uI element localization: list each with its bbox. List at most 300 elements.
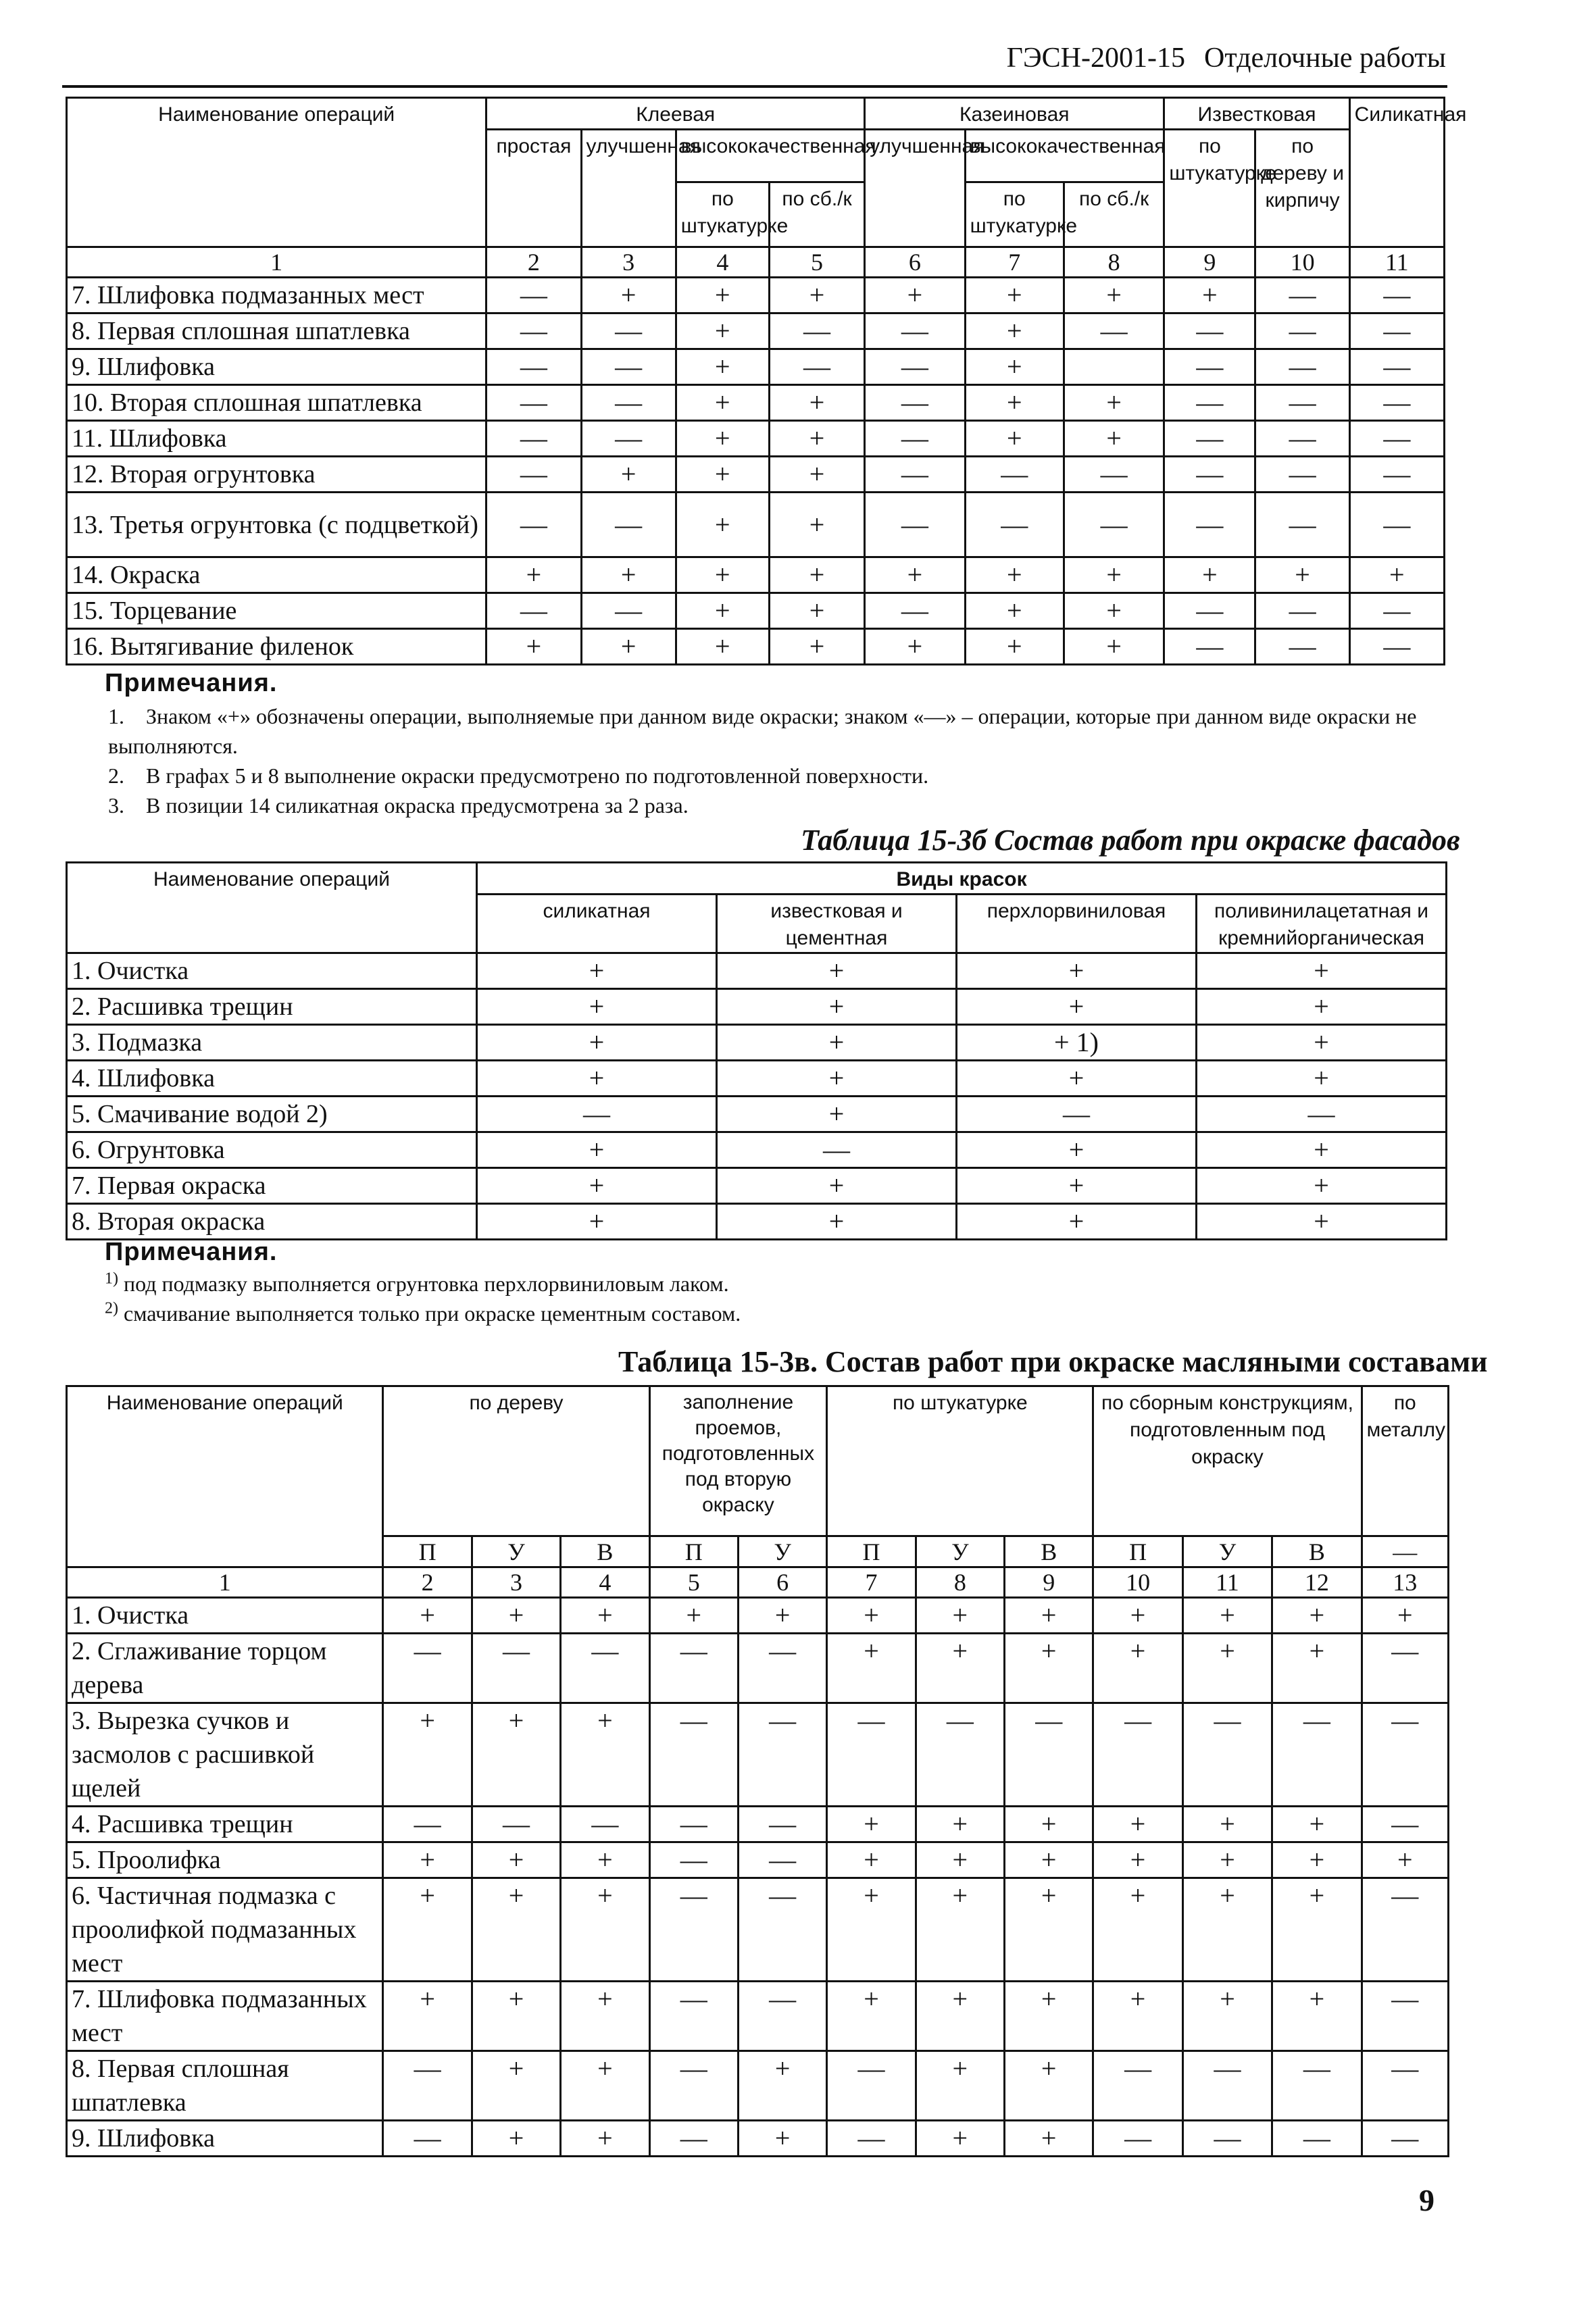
sub-vysokokach-kaz: высококачественная — [965, 130, 1164, 182]
mark-cell: + — [717, 1061, 957, 1097]
mark-cell: — — [1349, 493, 1444, 557]
mark-cell: — — [581, 593, 676, 629]
mark-cell: — — [865, 593, 965, 629]
table-row — [67, 1168, 1447, 1204]
mark-cell: + — [1064, 557, 1164, 593]
mark-cell: — — [738, 1807, 826, 1842]
col-izvestkovaya-cementnaya: известковая и цементная — [717, 895, 957, 953]
note-number: 3. — [108, 793, 124, 818]
mark-cell: + — [827, 1878, 916, 1982]
mark-cell: — — [1064, 493, 1164, 557]
mark-cell: — — [1362, 2121, 1448, 2157]
mark-cell: — — [1164, 457, 1255, 493]
mark-cell: + — [477, 1061, 717, 1097]
col-number: 9 — [1164, 247, 1255, 278]
mark-cell: + — [965, 593, 1064, 629]
table-row — [67, 1132, 1447, 1168]
group-kazeinovaya: Казеиновая — [865, 98, 1164, 130]
mark-cell: — — [1182, 2051, 1272, 2121]
operation-name: 3. Подмазка — [67, 1025, 477, 1061]
col-letter: В — [561, 1536, 649, 1567]
mark-cell: + — [1093, 1807, 1182, 1842]
mark-cell: + — [472, 1598, 560, 1634]
mark-cell: + — [1197, 953, 1447, 989]
mark-cell: — — [827, 2051, 916, 2121]
mark-cell: — — [827, 1703, 916, 1807]
mark-cell: — — [487, 421, 581, 457]
mark-cell: + — [581, 629, 676, 665]
document-section-title: Отделочные работы — [1203, 43, 1446, 74]
note-text: В позиции 14 силикатная окраска предусмотрена за 2 раза. — [146, 793, 689, 818]
operation-name: 2. Сглаживание торцом дерева — [67, 1634, 383, 1703]
mark-cell: + — [769, 385, 864, 421]
mark-cell: + — [581, 557, 676, 593]
mark-cell: — — [383, 1807, 472, 1842]
mark-cell: + — [916, 1878, 1004, 1982]
mark-cell: + — [769, 557, 864, 593]
sub-uluchshennaya: улучшенная — [581, 130, 676, 247]
mark-cell: + — [717, 989, 957, 1025]
mark-cell: + — [472, 1703, 560, 1807]
mark-cell: + — [1064, 593, 1164, 629]
mark-cell: + — [965, 421, 1064, 457]
mark-cell: + — [477, 1168, 717, 1204]
mark-cell: + — [1272, 1842, 1362, 1878]
mark-cell: + — [1005, 2051, 1093, 2121]
col-number: 6 — [865, 247, 965, 278]
operation-name: 6. Частичная подмазка с проолифкой подмазанных мест — [67, 1878, 383, 1982]
mark-cell: + — [738, 1598, 826, 1634]
mark-cell: — — [487, 313, 581, 349]
mark-cell: + — [581, 457, 676, 493]
mark-cell: + — [561, 1982, 649, 2051]
mark-cell: — — [1005, 1703, 1093, 1807]
mark-cell: + — [769, 593, 864, 629]
mark-cell: + — [676, 349, 769, 385]
mark-cell: — — [487, 278, 581, 313]
mark-cell: + — [1005, 1807, 1093, 1842]
col-letter: П — [1093, 1536, 1182, 1567]
mark-cell: — — [649, 1878, 738, 1982]
mark-cell: — — [1362, 1878, 1448, 1982]
sub-po-sbk: по сб./к — [769, 182, 864, 247]
note-number: 2. — [108, 763, 124, 788]
group-silikatnaya: Силикатная — [1349, 98, 1444, 247]
mark-cell: — — [827, 2121, 916, 2157]
mark-cell: + — [472, 1878, 560, 1982]
operation-name: 9. Шлифовка — [67, 349, 487, 385]
mark-cell — [1064, 349, 1164, 385]
col-number: 3 — [472, 1567, 560, 1598]
operation-name: 2. Расшивка трещин — [67, 989, 477, 1025]
mark-cell: — — [561, 1634, 649, 1703]
note-number: 2) — [105, 1299, 118, 1317]
document-code: ГЭСН-2001-15 — [1006, 43, 1185, 74]
mark-cell: + — [1272, 1598, 1362, 1634]
table-row — [67, 349, 1445, 385]
mark-cell: + — [738, 2121, 826, 2157]
mark-cell: + — [676, 457, 769, 493]
sub-po-shtukaturke: по штукатурке — [676, 182, 769, 247]
mark-cell: — — [649, 1842, 738, 1878]
mark-cell: + — [769, 629, 864, 665]
operation-name: 4. Расшивка трещин — [67, 1807, 383, 1842]
mark-cell: + — [561, 1842, 649, 1878]
mark-cell: + — [676, 493, 769, 557]
mark-cell: + — [1182, 1878, 1272, 1982]
mark-cell: + — [769, 493, 864, 557]
table-15-3v-caption: Таблица 15-3в. Состав работ при окраске масляными составами — [618, 1345, 1488, 1378]
mark-cell: + — [1272, 1878, 1362, 1982]
mark-cell: — — [1164, 421, 1255, 457]
mark-cell: + — [472, 1982, 560, 2051]
header-rule — [62, 85, 1447, 88]
mark-cell: + — [676, 421, 769, 457]
mark-cell: + — [561, 2051, 649, 2121]
mark-cell: — — [769, 313, 864, 349]
table-row — [67, 1634, 1449, 1703]
mark-cell: + — [1362, 1598, 1448, 1634]
mark-cell: — — [738, 1878, 826, 1982]
mark-cell: + — [1005, 1598, 1093, 1634]
mark-cell: — — [1349, 313, 1444, 349]
mark-cell: — — [649, 1634, 738, 1703]
mark-cell: — — [738, 1634, 826, 1703]
mark-cell: + — [676, 278, 769, 313]
col-number: 10 — [1093, 1567, 1182, 1598]
mark-cell: + — [1093, 1598, 1182, 1634]
operation-name: 8. Вторая окраска — [67, 1204, 477, 1240]
note-text: смачивание выполняется только при окраске цементным составом. — [124, 1301, 741, 1326]
mark-cell: + — [769, 278, 864, 313]
mark-cell: + — [477, 1025, 717, 1061]
table-15-3a-continuation — [66, 97, 1467, 665]
col-letter: — — [1362, 1536, 1448, 1567]
sub-po-sbk-kaz: по сб./к — [1064, 182, 1164, 247]
mark-cell: — — [487, 385, 581, 421]
mark-cell: — — [581, 349, 676, 385]
mark-cell: — — [865, 313, 965, 349]
mark-cell: — — [1255, 278, 1349, 313]
mark-cell: + — [472, 1842, 560, 1878]
mark-cell: + — [965, 557, 1064, 593]
sub-vysokokach: высококачественная — [676, 130, 864, 182]
mark-cell: — — [865, 421, 965, 457]
mark-cell: + — [676, 557, 769, 593]
mark-cell: — — [865, 385, 965, 421]
table-row — [67, 989, 1447, 1025]
mark-cell: + — [717, 1097, 957, 1132]
mark-cell: — — [1362, 2051, 1448, 2121]
mark-cell: + — [1197, 989, 1447, 1025]
mark-cell: + — [965, 349, 1064, 385]
mark-cell: + — [965, 629, 1064, 665]
col-number: 7 — [827, 1567, 916, 1598]
mark-cell: — — [1064, 457, 1164, 493]
mark-cell: — — [1362, 1634, 1448, 1703]
col-number: 1 — [67, 247, 487, 278]
mark-cell: + — [1005, 1982, 1093, 2051]
table-row — [67, 557, 1445, 593]
mark-cell: — — [1093, 2121, 1182, 2157]
mark-cell: + — [472, 2051, 560, 2121]
mark-cell: + — [383, 1842, 472, 1878]
mark-cell: + — [1182, 1842, 1272, 1878]
mark-cell: + — [916, 2051, 1004, 2121]
column-numbers-row — [67, 1567, 1449, 1598]
mark-cell: — — [1349, 385, 1444, 421]
col-operations: Наименование операций — [67, 863, 477, 953]
mark-cell: + — [738, 2051, 826, 2121]
sub-uluchshennaya-kaz: улучшенная — [865, 130, 965, 247]
col-number: 4 — [561, 1567, 649, 1598]
operation-name: 7. Шлифовка подмазанных мест — [67, 278, 487, 313]
mark-cell: + — [1005, 1842, 1093, 1878]
mark-cell: + — [1093, 1842, 1182, 1878]
mark-cell: + — [487, 557, 581, 593]
mark-cell: + — [865, 278, 965, 313]
operation-name: 3. Вырезка сучков и засмолов с расшивкой щелей — [67, 1703, 383, 1807]
mark-cell: — — [649, 1807, 738, 1842]
mark-cell: + — [769, 421, 864, 457]
table-row — [67, 1842, 1449, 1878]
col-number: 5 — [649, 1567, 738, 1598]
group-po-shtukaturke: по штукатурке — [827, 1386, 1093, 1536]
mark-cell: — — [1349, 593, 1444, 629]
table-row — [67, 385, 1445, 421]
mark-cell: + — [1164, 557, 1255, 593]
operation-name: 5. Проолифка — [67, 1842, 383, 1878]
mark-cell: + — [865, 629, 965, 665]
mark-cell: — — [472, 1807, 560, 1842]
mark-cell: + — [1362, 1842, 1448, 1878]
mark-cell: + — [717, 1204, 957, 1240]
mark-cell: — — [738, 1703, 826, 1807]
mark-cell: — — [1272, 2121, 1362, 2157]
col-letter: В — [1272, 1536, 1362, 1567]
mark-cell: — — [1349, 349, 1444, 385]
group-zapolnenie-proemov: заполнение проемов, подготовленных под вторую окраску — [649, 1386, 827, 1536]
mark-cell: — — [865, 457, 965, 493]
col-operations: Наименование операций — [67, 98, 487, 247]
col-number: 6 — [738, 1567, 826, 1598]
mark-cell: + — [649, 1598, 738, 1634]
table-row — [67, 1204, 1447, 1240]
mark-cell: + — [1093, 1982, 1182, 2051]
table-row — [67, 1025, 1447, 1061]
mark-cell: — — [1164, 349, 1255, 385]
mark-cell: — — [1255, 629, 1349, 665]
mark-cell: + — [769, 457, 864, 493]
mark-cell: — — [1349, 278, 1444, 313]
note-number: 1. — [108, 704, 124, 728]
operation-name: 8. Первая сплошная шпатлевка — [67, 313, 487, 349]
mark-cell: — — [487, 493, 581, 557]
mark-cell: + — [957, 989, 1197, 1025]
col-number: 8 — [1064, 247, 1164, 278]
group-po-derevu: по дереву — [383, 1386, 649, 1536]
table-row — [67, 593, 1445, 629]
operation-name: 1. Очистка — [67, 1598, 383, 1634]
mark-cell: + 1) — [957, 1025, 1197, 1061]
mark-cell: — — [1093, 2051, 1182, 2121]
operation-name: 4. Шлифовка — [67, 1061, 477, 1097]
operation-name: 7. Шлифовка подмазанных мест — [67, 1982, 383, 2051]
mark-cell: — — [965, 457, 1064, 493]
mark-cell: + — [827, 1598, 916, 1634]
col-number: 2 — [487, 247, 581, 278]
mark-cell: + — [477, 989, 717, 1025]
mark-cell: — — [383, 2121, 472, 2157]
sub-prostaya: простая — [487, 130, 581, 247]
mark-cell: + — [965, 385, 1064, 421]
note-2 — [108, 761, 1446, 790]
mark-cell: + — [916, 1842, 1004, 1878]
mark-cell: + — [676, 629, 769, 665]
col-number: 11 — [1349, 247, 1444, 278]
mark-cell: — — [649, 1982, 738, 2051]
mark-cell: + — [1182, 1598, 1272, 1634]
mark-cell: + — [957, 1061, 1197, 1097]
mark-cell: + — [916, 1982, 1004, 2051]
col-operations: Наименование операций — [67, 1386, 383, 1567]
mark-cell: — — [957, 1097, 1197, 1132]
mark-cell: + — [1197, 1204, 1447, 1240]
table-row — [67, 629, 1445, 665]
mark-cell: + — [676, 313, 769, 349]
group-po-sbornym: по сборным конструкциям, подготовленным под окраску — [1093, 1386, 1362, 1536]
mark-cell: + — [1093, 1634, 1182, 1703]
mark-cell: + — [487, 629, 581, 665]
mark-cell: — — [487, 349, 581, 385]
col-number: 5 — [769, 247, 864, 278]
mark-cell: — — [1272, 2051, 1362, 2121]
mark-cell: + — [827, 1842, 916, 1878]
mark-cell: + — [383, 1703, 472, 1807]
sub-po-derevu: по дереву и кирпичу — [1255, 130, 1349, 247]
sub-po-shtukaturke-izv: по штукатурке — [1164, 130, 1255, 247]
mark-cell: — — [383, 2051, 472, 2121]
mark-cell: + — [1005, 1878, 1093, 1982]
operation-name: 6. Огрунтовка — [67, 1132, 477, 1168]
operation-name: 1. Очистка — [67, 953, 477, 989]
col-number: 7 — [965, 247, 1064, 278]
table-row — [67, 2121, 1449, 2157]
note-text: Знаком «+» обозначены операции, выполняемые при данном виде окраски; знаком «—» – операции, которые при данном виде окраски не выполняются. — [108, 704, 1417, 758]
mark-cell: — — [738, 1982, 826, 2051]
mark-cell: — — [1349, 629, 1444, 665]
mark-cell: — — [1255, 385, 1349, 421]
table-row — [67, 278, 1445, 313]
sub-po-shtukaturke-kaz: по штукатурке — [965, 182, 1064, 247]
mark-cell: + — [561, 1703, 649, 1807]
mark-cell: — — [1255, 421, 1349, 457]
mark-cell: + — [561, 2121, 649, 2157]
mark-cell: + — [477, 1204, 717, 1240]
table-row — [67, 1703, 1449, 1807]
operation-name: 5. Смачивание водой 2) — [67, 1097, 477, 1132]
mark-cell: + — [717, 953, 957, 989]
mark-cell: + — [1093, 1878, 1182, 1982]
col-number: 3 — [581, 247, 676, 278]
table-row — [67, 1982, 1449, 2051]
table-body — [67, 278, 1445, 665]
mark-cell: — — [1164, 593, 1255, 629]
notes-title: Примечания. — [105, 669, 278, 697]
mark-cell: — — [1362, 1703, 1448, 1807]
mark-cell: — — [1349, 457, 1444, 493]
mark-cell: — — [916, 1703, 1004, 1807]
table-row — [67, 1097, 1447, 1132]
group-kleevaya: Клеевая — [487, 98, 865, 130]
col-letter: У — [472, 1536, 560, 1567]
mark-cell: + — [1182, 1634, 1272, 1703]
mark-cell: — — [487, 457, 581, 493]
mark-cell: — — [1197, 1097, 1447, 1132]
mark-cell: + — [383, 1982, 472, 2051]
mark-cell: — — [383, 1634, 472, 1703]
mark-cell: + — [1064, 278, 1164, 313]
table-row — [67, 493, 1445, 557]
table-row — [67, 457, 1445, 493]
mark-cell: — — [1362, 1982, 1448, 2051]
col-letter: У — [738, 1536, 826, 1567]
note-1 — [105, 1269, 1443, 1299]
notes-title: Примечания. — [105, 1238, 278, 1266]
mark-cell: + — [965, 278, 1064, 313]
mark-cell: + — [477, 953, 717, 989]
mark-cell: — — [1255, 457, 1349, 493]
note-3 — [108, 790, 1446, 820]
mark-cell: + — [1182, 1807, 1272, 1842]
mark-cell: + — [957, 1204, 1197, 1240]
mark-cell: + — [676, 385, 769, 421]
table-15-3b-caption: Таблица 15-3б Состав работ при окраске фасадов — [801, 824, 1460, 857]
mark-cell: — — [581, 421, 676, 457]
operation-name: 12. Вторая огрунтовка — [67, 457, 487, 493]
table-row — [67, 1807, 1449, 1842]
operation-name: 13. Третья огрунтовка (с подцветкой) — [67, 493, 487, 557]
mark-cell: + — [1197, 1025, 1447, 1061]
group-izvestkovaya: Известковая — [1164, 98, 1349, 130]
page-header — [973, 42, 1446, 82]
note-text: В графах 5 и 8 выполнение окраски предусмотрено по подготовленной поверхности. — [146, 763, 929, 788]
mark-cell: — — [1064, 313, 1164, 349]
mark-cell: + — [1064, 385, 1164, 421]
table-row — [67, 1598, 1449, 1634]
mark-cell: — — [1255, 593, 1349, 629]
mark-cell: — — [581, 313, 676, 349]
operation-name: 15. Торцевание — [67, 593, 487, 629]
col-number: 13 — [1362, 1567, 1448, 1598]
col-polivinilacetatnaya: поливинилацетатная и кремнийорганическая — [1197, 895, 1447, 953]
group-po-metallu: по металлу — [1362, 1386, 1448, 1536]
note-number: 1) — [105, 1269, 118, 1288]
mark-cell: — — [649, 2121, 738, 2157]
mark-cell: — — [1182, 2121, 1272, 2157]
mark-cell: — — [1349, 421, 1444, 457]
table-row — [67, 421, 1445, 457]
mark-cell: + — [916, 1807, 1004, 1842]
mark-cell: + — [383, 1598, 472, 1634]
mark-cell: — — [865, 349, 965, 385]
mark-cell: + — [581, 278, 676, 313]
mark-cell: + — [1197, 1168, 1447, 1204]
mark-cell: + — [561, 1598, 649, 1634]
page-number: 9 — [1419, 2183, 1435, 2217]
mark-cell: — — [487, 593, 581, 629]
mark-cell: — — [472, 1634, 560, 1703]
